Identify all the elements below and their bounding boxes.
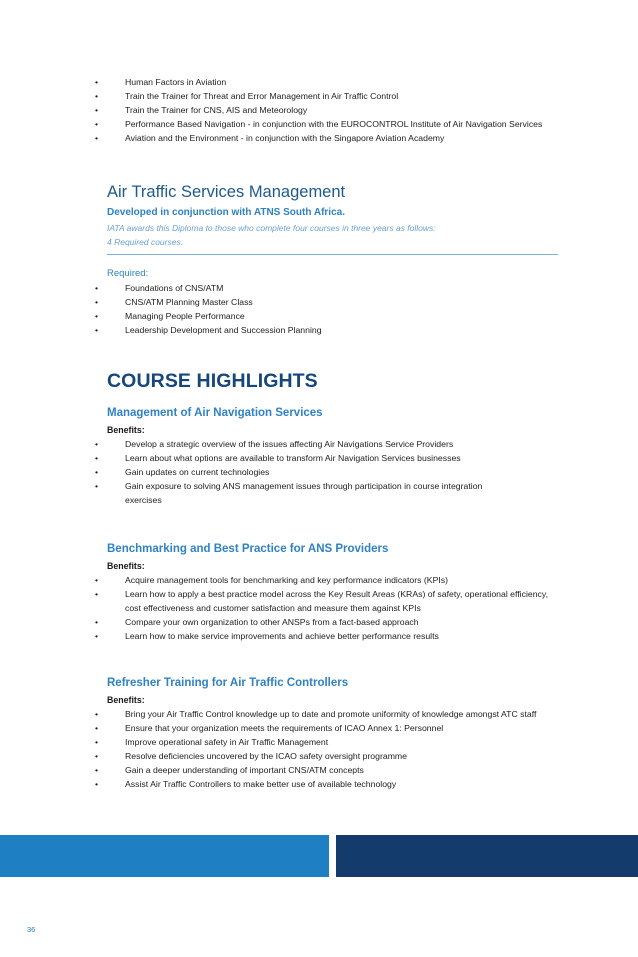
list-item: • Resolve deficiencies uncovered by the ICAO safety oversight programme bbox=[107, 749, 558, 763]
course-highlights-header bbox=[107, 369, 558, 393]
diploma-note-line-2: 4 Required courses. bbox=[107, 237, 184, 247]
page-number: 36 bbox=[27, 925, 36, 934]
ats-section bbox=[107, 182, 558, 337]
list-item: • Gain updates on current technologies bbox=[107, 465, 558, 479]
list-item: • Acquire management tools for benchmarking and key performance indicators (KPIs) bbox=[107, 573, 558, 587]
required-course-list bbox=[107, 281, 558, 337]
benefits-list bbox=[107, 437, 558, 507]
list-item: • Human Factors in Aviation bbox=[107, 75, 558, 89]
course-highlights-heading: COURSE HIGHLIGHTS bbox=[107, 370, 318, 392]
list-item: • Improve operational safety in Air Traffic Management bbox=[107, 735, 558, 749]
list-item: • Ensure that your organization meets the requirements of ICAO Annex 1: Personnel bbox=[107, 721, 558, 735]
section-subtitle: Developed in conjunction with ATNS South Africa. bbox=[107, 207, 345, 218]
required-label: Required: bbox=[107, 268, 149, 279]
list-item: • CNS/ATM Planning Master Class bbox=[107, 295, 558, 309]
list-item: • Train the Trainer for CNS, AIS and Meteorology bbox=[107, 103, 558, 117]
section-title: Air Traffic Services Management bbox=[107, 183, 346, 201]
list-item: • Develop a strategic overview of the issues affecting Air Navigations Service Providers bbox=[107, 437, 558, 451]
course-benchmarking bbox=[107, 541, 558, 643]
benefits-label: Benefits: bbox=[107, 695, 145, 705]
course-title: Management of Air Navigation Services bbox=[107, 407, 323, 419]
list-item: • Learn how to apply a best practice model across the Key Result Areas (KRAs) of safety, operational efficiency, cost effectiveness and customer satisfaction and measure them against KPIs bbox=[107, 587, 558, 615]
list-item: • Managing People Performance bbox=[107, 309, 558, 323]
benefits-list bbox=[107, 573, 558, 643]
list-item: • Gain a deeper understanding of important CNS/ATM concepts bbox=[107, 763, 558, 777]
list-item: • Foundations of CNS/ATM bbox=[107, 281, 558, 295]
divider bbox=[107, 254, 558, 255]
benefits-label: Benefits: bbox=[107, 425, 145, 435]
course-title: Refresher Training for Air Traffic Controllers bbox=[107, 677, 349, 689]
course-management-ans bbox=[107, 405, 558, 507]
list-item: • Leadership Development and Succession Planning bbox=[107, 323, 558, 337]
list-item: • Learn how to make service improvements and achieve better performance results bbox=[107, 629, 558, 643]
footer-bar-left bbox=[0, 835, 329, 877]
course-title: Benchmarking and Best Practice for ANS Providers bbox=[107, 543, 389, 555]
list-item: • Gain exposure to solving ANS management issues through participation in course integration exercises bbox=[107, 479, 558, 507]
list-item: • Bring your Air Traffic Control knowledge up to date and promote uniformity of knowledge amongst ATC staff bbox=[107, 707, 558, 721]
list-item: • Assist Air Traffic Controllers to make better use of available technology bbox=[107, 777, 558, 791]
diploma-note-line-1: IATA awards this Diploma to those who complete four courses in three years as follows: bbox=[107, 223, 436, 233]
benefits-label: Benefits: bbox=[107, 561, 145, 571]
list-item: • Compare your own organization to other ANSPs from a fact-based approach bbox=[107, 615, 558, 629]
list-item: • Performance Based Navigation - in conjunction with the EUROCONTROL Institute of Air Navigation Services bbox=[107, 117, 558, 131]
intro-course-list bbox=[107, 75, 558, 145]
footer-bar-right bbox=[336, 835, 638, 877]
list-item: • Train the Trainer for Threat and Error Management in Air Traffic Control bbox=[107, 89, 558, 103]
list-item: • Aviation and the Environment - in conjunction with the Singapore Aviation Academy bbox=[107, 131, 558, 145]
list-item: • Learn about what options are available to transform Air Navigation Services businesses bbox=[107, 451, 558, 465]
course-refresher-atc bbox=[107, 675, 558, 791]
benefits-list bbox=[107, 707, 558, 791]
intro-course-list-block bbox=[107, 75, 558, 145]
